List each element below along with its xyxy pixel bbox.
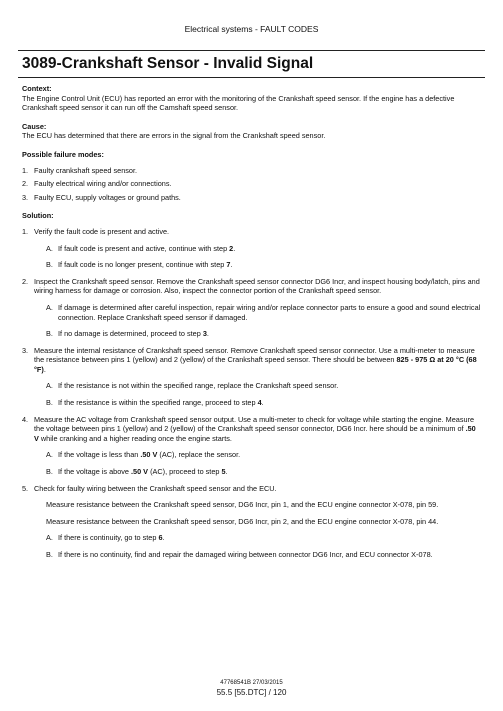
step-5-option-a: A. If there is continuity, go to step 6. (46, 533, 165, 543)
step-5-paragraph-2: Measure resistance between the Crankshaft speed sensor, DG6 Incr, pin 2, and the ECU engine connector X-078, pin 44. (46, 516, 439, 526)
page-content (22, 84, 482, 567)
solution-step-4: 4. Measure the AC voltage from Crankshaft speed sensor output. Use a multi-meter to check for voltage while starting the engine. Measure the voltage between pins 1 (yellow) and 2 (yellow) of the Crankshaft speed sensor connector, DG6 Incr. here should be a minimum of .50 V while cranking and a higher reading once the engine starts. A. If the voltage is less than .50 V (AC), replace the sensor. B. If the voltage is above .50 V (AC), proceed to step 5. (22, 415, 482, 477)
solution-steps (22, 227, 482, 560)
title-box (18, 50, 485, 78)
step-3-option-b: B. If the resistance is within the specified range, proceed to step 4. (46, 398, 264, 408)
step-5-option-b: B. If there is no continuity, find and repair the damaged wiring between connector DG6 Incr, and ECU connector X-078. (46, 550, 433, 559)
context-heading: Context: (22, 84, 52, 93)
page-header: Electrical systems - FAULT CODES (184, 24, 319, 34)
solution-step-3: 3. Measure the internal resistance of Crankshaft speed sensor. Remove Crankshaft speed sensor connector. Use a multi-meter to measure the resistance between pins 1 (yellow) and 2 (yellow) of the Crankshaft speed sensor. There should be between 825 - 975 Ω at 20 °C (68 °F). A. If the resistance is not within the specified range, replace the Crankshaft speed sensor. B. If the resistance is within the specified range, proceed to step 4. (22, 346, 482, 408)
solution-step-5: 5. Check for faulty wiring between the Crankshaft speed sensor and the ECU. Measure resistance between the Crankshaft speed sensor, DG6 Incr, pin 1, and the ECU engine connector X-078, pin 59. Measure resistance between the Crankshaft speed sensor, DG6 Incr, pin 2, and the ECU engine connector X-078, pin 44. A. If there is continuity, go to step 6. B. If there is no continuity, find and repair the damaged wiring between connector DG6 Incr, and ECU connector X-078. (22, 484, 482, 560)
context-text: The Engine Control Unit (ECU) has reported an error with the monitoring of the Crankshaft speed sensor. If the engine has a defective Crankshaft speed sensor it can run off the Camshaft speed sensor. (22, 93, 455, 113)
step-2-option-a: A. If damage is determined after careful inspection, repair wiring and/or replace connector parts to ensure a good and sound electrical connection. Replace Crankshaft speed sensor if damaged. (46, 302, 481, 322)
failure-modes-list (22, 166, 482, 203)
cause-heading: Cause: (22, 121, 47, 131)
step-2-option-b: B. If no damage is determined, proceed to step 3. (46, 329, 209, 339)
step-1-option-a: A. If fault code is present and active, continue with step 2. (46, 243, 236, 253)
page-title: 3089-Crankshaft Sensor - Invalid Signal (22, 55, 314, 72)
step-5-paragraph-1: Measure resistance between the Crankshaft speed sensor, DG6 Incr, pin 1, and the ECU engine connector X-078, pin 59. (46, 500, 439, 510)
solution-step-1: 1. Verify the fault code is present and active. A. If fault code is present and active, continue with step 2. B. If fault code is no longer present, continue with step 7. (22, 227, 482, 270)
step-3-option-a: A. If the resistance is not within the specified range, replace the Crankshaft speed sensor. (46, 381, 339, 391)
list-item: 2. Faulty electrical wiring and/or connections. (22, 179, 172, 189)
footer-page-number: 55.5 [55.DTC] / 120 (216, 688, 287, 697)
step-4-option-a: A. If the voltage is less than .50 V (AC), replace the sensor. (46, 450, 241, 460)
list-item: 3. Faulty ECU, supply voltages or ground paths. (22, 192, 181, 202)
step-4-option-b: B. If the voltage is above .50 V (AC), proceed to step 5. (46, 467, 228, 477)
solution-heading: Solution: (22, 211, 54, 221)
failure-modes-heading: Possible failure modes: (22, 149, 104, 159)
cause-text: The ECU has determined that there are errors in the signal from the Crankshaft speed sensor. (22, 131, 326, 141)
list-item: 1. Faulty crankshaft speed sensor. (22, 165, 138, 175)
solution-step-2: 2. Inspect the Crankshaft speed sensor. Remove the Crankshaft speed sensor connector DG6 Incr, and inspect housing body/latch, pins and wiring harness for damage or corrosion. Also, inspect the connector portion of the Crankshaft speed sensor. A. If damage is determined after careful inspection, repair wiring and/or replace connector parts to ensure a good and sound electrical connection. Replace Crankshaft speed sensor if damaged. B. If no damage is determined, proceed to step 3. (22, 276, 481, 339)
footer-doc-id: 47768541B 27/03/2015 (220, 680, 283, 686)
step-1-option-b: B. If fault code is no longer present, continue with step 7. (46, 260, 233, 270)
